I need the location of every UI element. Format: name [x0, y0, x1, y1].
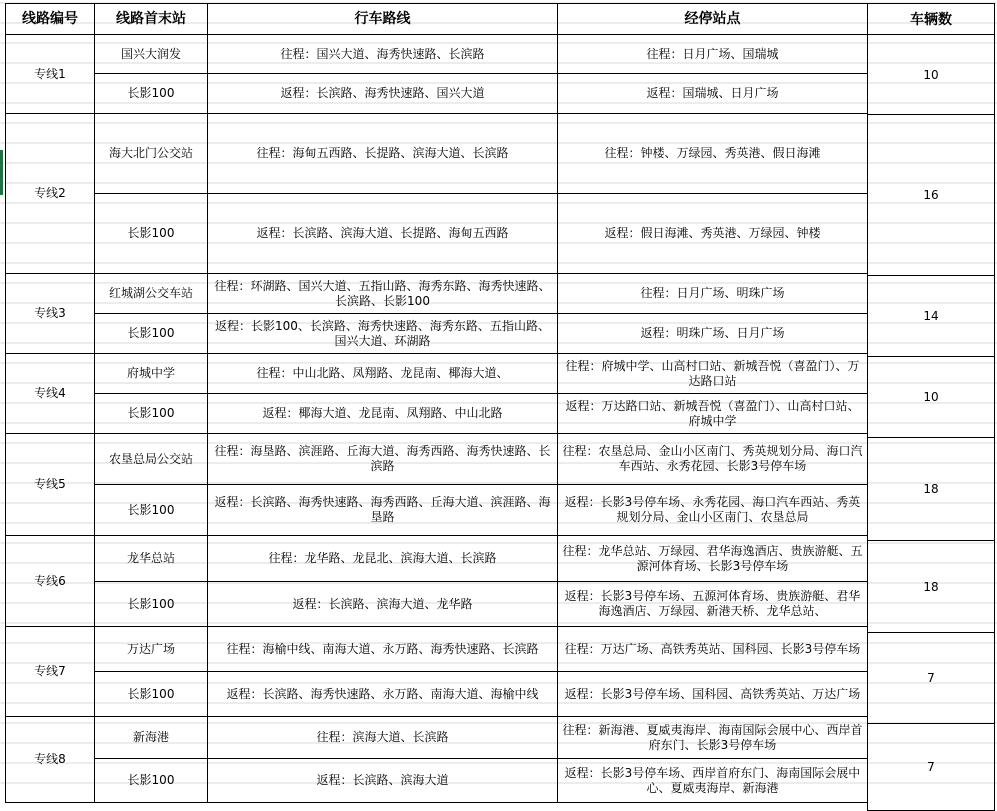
route-cell[interactable]: 返程：长滨路、海秀快速路、国兴大道: [208, 74, 558, 114]
table-row: [6, 394, 868, 434]
vehicle-row: [868, 276, 995, 357]
terminal-cell[interactable]: 长影100: [95, 759, 208, 803]
route-cell[interactable]: 返程：长滨路、滨海大道、长提路、海甸五西路: [208, 194, 558, 274]
vehicle-row: [868, 115, 995, 276]
table-row: [6, 354, 868, 394]
header-stops[interactable]: 经停站点: [558, 4, 868, 35]
terminal-cell[interactable]: 长影100: [95, 672, 208, 717]
table-row: [6, 717, 868, 759]
stops-cell[interactable]: 返程：国瑞城、日月广场: [558, 74, 868, 114]
vehicle-row: [868, 357, 995, 438]
line-no-cell[interactable]: 专线3: [6, 274, 95, 354]
line-no-cell[interactable]: 专线1: [6, 35, 95, 114]
vehicle-count-column: [867, 3, 995, 811]
route-cell[interactable]: 返程：长滨路、海秀快速路、海秀西路、丘海大道、滨涯路、海垦路: [208, 485, 558, 536]
vehicle-row: [868, 724, 995, 811]
header-line-no[interactable]: 线路编号: [6, 4, 95, 35]
table-row: [6, 74, 868, 114]
vehicle-count-cell[interactable]: 10: [868, 35, 995, 115]
stops-cell[interactable]: 往程：日月广场、国瑞城: [558, 35, 868, 74]
table-row: [6, 536, 868, 582]
header-terminals[interactable]: 线路首末站: [95, 4, 208, 35]
header-row: [6, 4, 868, 35]
line-no-cell[interactable]: 专线8: [6, 717, 95, 803]
vehicle-count-cell[interactable]: 16: [868, 115, 995, 276]
table-row: [6, 672, 868, 717]
route-cell[interactable]: 返程：长影100、长滨路、海秀快速路、海秀东路、五指山路、国兴大道、环湖路: [208, 314, 558, 354]
line-no-cell[interactable]: 专线6: [6, 536, 95, 627]
vehicle-row: [868, 438, 995, 541]
vehicle-count-cell[interactable]: 10: [868, 357, 995, 438]
route-cell[interactable]: 往程：海榆中线、南海大道、永万路、海秀快速路、长滨路: [208, 627, 558, 672]
terminal-cell[interactable]: 国兴大润发: [95, 35, 208, 74]
bus-route-table: [5, 3, 868, 803]
vehicle-row: [868, 541, 995, 633]
route-cell[interactable]: 往程：滨海大道、长滨路: [208, 717, 558, 759]
terminal-cell[interactable]: 海大北门公交站: [95, 114, 208, 194]
stops-cell[interactable]: 返程：长影3号停车场、西岸首府东门、海南国际会展中心、夏威夷海岸、新海港: [558, 759, 868, 803]
route-cell[interactable]: 返程：长滨路、滨海大道: [208, 759, 558, 803]
table-row: [6, 274, 868, 314]
terminal-cell[interactable]: 长影100: [95, 582, 208, 627]
stops-cell[interactable]: 返程：长影3号停车场、永秀花园、海口汽车西站、秀英规划分局、金山小区南门、农垦总局: [558, 485, 868, 536]
vehicle-count-cell[interactable]: 18: [868, 438, 995, 541]
terminal-cell[interactable]: 新海港: [95, 717, 208, 759]
stops-cell[interactable]: 返程：长影3号停车场、国科园、高铁秀英站、万达广场: [558, 672, 868, 717]
line-no-cell[interactable]: 专线5: [6, 434, 95, 536]
table-row: [6, 194, 868, 274]
stops-cell[interactable]: 往程：钟楼、万绿园、秀英港、假日海滩: [558, 114, 868, 194]
route-cell[interactable]: 往程：海甸五西路、长提路、滨海大道、长滨路: [208, 114, 558, 194]
table-row: [6, 627, 868, 672]
stops-cell[interactable]: 往程：万达广场、高铁秀英站、国科园、长影3号停车场: [558, 627, 868, 672]
terminal-cell[interactable]: 长影100: [95, 485, 208, 536]
route-cell[interactable]: 往程：龙华路、龙昆北、滨海大道、长滨路: [208, 536, 558, 582]
terminal-cell[interactable]: 农垦总局公交站: [95, 434, 208, 485]
table-row: [6, 759, 868, 803]
terminal-cell[interactable]: 长影100: [95, 314, 208, 354]
stops-cell[interactable]: 往程：日月广场、明珠广场: [558, 274, 868, 314]
stops-cell[interactable]: 返程：假日海滩、秀英港、万绿园、钟楼: [558, 194, 868, 274]
stops-cell[interactable]: 返程：明珠广场、日月广场: [558, 314, 868, 354]
route-cell[interactable]: 返程：长滨路、滨海大道、龙华路: [208, 582, 558, 627]
table-row: [6, 485, 868, 536]
vehicle-row: [868, 633, 995, 724]
terminal-cell[interactable]: 红城湖公交车站: [95, 274, 208, 314]
active-cell-marker: [0, 150, 3, 195]
header-vehicles[interactable]: 车辆数: [868, 4, 995, 35]
table-row: [6, 35, 868, 74]
table-row: [6, 314, 868, 354]
stops-cell[interactable]: 返程：万达路口站、新城吾悦（喜盈门）、山高村口站、府城中学: [558, 394, 868, 434]
route-cell[interactable]: 往程：海垦路、滨涯路、丘海大道、海秀西路、海秀快速路、长滨路: [208, 434, 558, 485]
route-cell[interactable]: 返程：长滨路、海秀快速路、永万路、南海大道、海榆中线: [208, 672, 558, 717]
table-row: [6, 582, 868, 627]
route-cell[interactable]: 往程：环湖路、国兴大道、五指山路、海秀东路、海秀快速路、长滨路、长影100: [208, 274, 558, 314]
terminal-cell[interactable]: 龙华总站: [95, 536, 208, 582]
vehicle-count-cell[interactable]: 7: [868, 633, 995, 724]
vehicle-row: [868, 35, 995, 115]
table-row: [6, 434, 868, 485]
stops-cell[interactable]: 往程：龙华总站、万绿园、君华海逸酒店、贵族游艇、五源河体育场、长影3号停车场: [558, 536, 868, 582]
terminal-cell[interactable]: 长影100: [95, 194, 208, 274]
vehicle-count-cell[interactable]: 18: [868, 541, 995, 633]
header-route[interactable]: 行车路线: [208, 4, 558, 35]
terminal-cell[interactable]: 长影100: [95, 74, 208, 114]
route-cell[interactable]: 返程：椰海大道、龙昆南、凤翔路、中山北路: [208, 394, 558, 434]
vehicle-count-cell[interactable]: 7: [868, 724, 995, 811]
stops-cell[interactable]: 往程：府城中学、山高村口站、新城吾悦（喜盈门）、万达路口站: [558, 354, 868, 394]
terminal-cell[interactable]: 长影100: [95, 394, 208, 434]
terminal-cell[interactable]: 府城中学: [95, 354, 208, 394]
route-cell[interactable]: 往程：国兴大道、海秀快速路、长滨路: [208, 35, 558, 74]
stops-cell[interactable]: 往程：新海港、夏威夷海岸、海南国际会展中心、西岸首府东门、长影3号停车场: [558, 717, 868, 759]
vehicle-count-cell[interactable]: 14: [868, 276, 995, 357]
line-no-cell[interactable]: 专线4: [6, 354, 95, 434]
stops-cell[interactable]: 返程：长影3号停车场、五源河体育场、贵族游艇、君华海逸酒店、万绿园、新港天桥、龙华总站、: [558, 582, 868, 627]
line-no-cell[interactable]: 专线2: [6, 114, 95, 274]
line-no-cell[interactable]: 专线7: [6, 627, 95, 717]
terminal-cell[interactable]: 万达广场: [95, 627, 208, 672]
route-cell[interactable]: 往程：中山北路、凤翔路、龙昆南、椰海大道、: [208, 354, 558, 394]
stops-cell[interactable]: 往程：农垦总局、金山小区南门、秀英规划分局、海口汽车西站、永秀花园、长影3号停车场: [558, 434, 868, 485]
table-row: [6, 114, 868, 194]
